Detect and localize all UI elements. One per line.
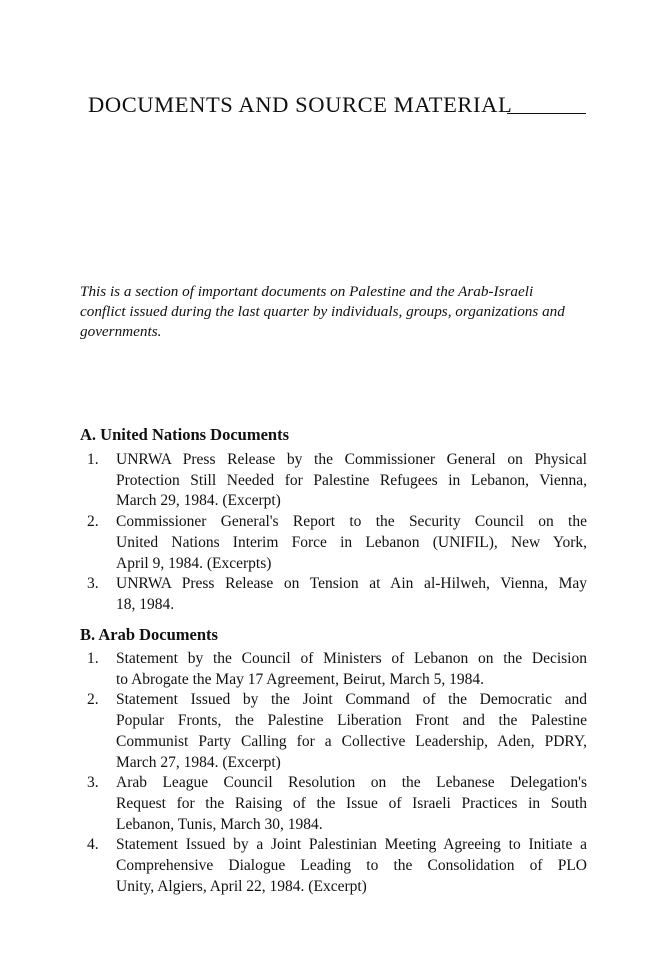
list-item: [87, 574, 587, 615]
item-line: Statement Issued by a Joint Palestinian Meeting Agreeing to Initiate a: [116, 836, 587, 854]
section-title-arab-documents: B. Arab Documents: [80, 625, 218, 644]
section-a-list: [87, 450, 587, 616]
item-line: 18, 1984.: [116, 595, 175, 613]
item-number: 3.: [87, 774, 99, 792]
item-number: 3.: [87, 575, 99, 593]
item-line: Unity, Algiers, April 22, 1984. (Excerpt): [116, 877, 367, 895]
item-number: 1.: [87, 650, 99, 667]
section-title-un-documents: A. United Nations Documents: [80, 425, 290, 444]
item-line: Request for the Raising of the Issue of Israeli Practices in South: [116, 794, 587, 812]
heading-rule: [507, 113, 586, 114]
list-item: [87, 835, 587, 897]
item-line: United Nations Interim Force in Lebanon (UNIFIL), New York,: [116, 533, 587, 551]
intro-line: governments.: [80, 323, 162, 340]
item-line: Lebanon, Tunis, March 30, 1984.: [116, 815, 323, 833]
page-heading: DOCUMENTS AND SOURCE MATERIAL: [88, 92, 513, 117]
item-line: Communist Party Calling for a Collective Leadership, Aden, PDRY,: [116, 732, 587, 750]
intro-line: This is a section of important documents on Palestine and the Arab-Israeli: [80, 283, 534, 300]
list-item: [87, 690, 587, 773]
list-item: [87, 773, 587, 835]
item-line: March 29, 1984. (Excerpt): [116, 492, 281, 510]
list-item: [87, 649, 587, 690]
item-number: 2.: [87, 513, 99, 531]
item-number: 4.: [87, 836, 99, 854]
section-b-list: [87, 649, 587, 897]
item-line: Arab League Council Resolution on the Lebanese Delegation's: [116, 774, 587, 792]
item-line: April 9, 1984. (Excerpts): [116, 554, 272, 572]
intro-line: conflict issued during the last quarter by individuals, groups, organizations and: [80, 303, 565, 320]
item-line: Popular Fronts, the Palestine Liberation Front and the Palestine: [116, 712, 587, 730]
intro-paragraph: [80, 282, 588, 342]
item-line: UNRWA Press Release on Tension at Ain al-Hilweh, Vienna, May: [116, 575, 587, 593]
list-item: [87, 512, 587, 574]
item-line: Commissioner General's Report to the Security Council on the: [116, 513, 587, 531]
item-line: Statement Issued by the Joint Command of the Democratic and: [116, 691, 587, 709]
list-item: [87, 450, 587, 512]
item-line: UNRWA Press Release by the Commissioner General on Physical: [116, 451, 587, 468]
item-line: to Abrogate the May 17 Agreement, Beirut, March 5, 1984.: [116, 670, 485, 688]
item-line: Statement by the Council of Ministers of Lebanon on the Decision: [116, 650, 587, 667]
item-line: Protection Still Needed for Palestine Refugees in Lebanon, Vienna,: [116, 471, 587, 489]
item-line: Comprehensive Dialogue Leading to the Consolidation of PLO: [116, 857, 587, 875]
item-number: 2.: [87, 691, 99, 709]
item-line: March 27, 1984. (Excerpt): [116, 753, 281, 771]
item-number: 1.: [87, 451, 99, 468]
